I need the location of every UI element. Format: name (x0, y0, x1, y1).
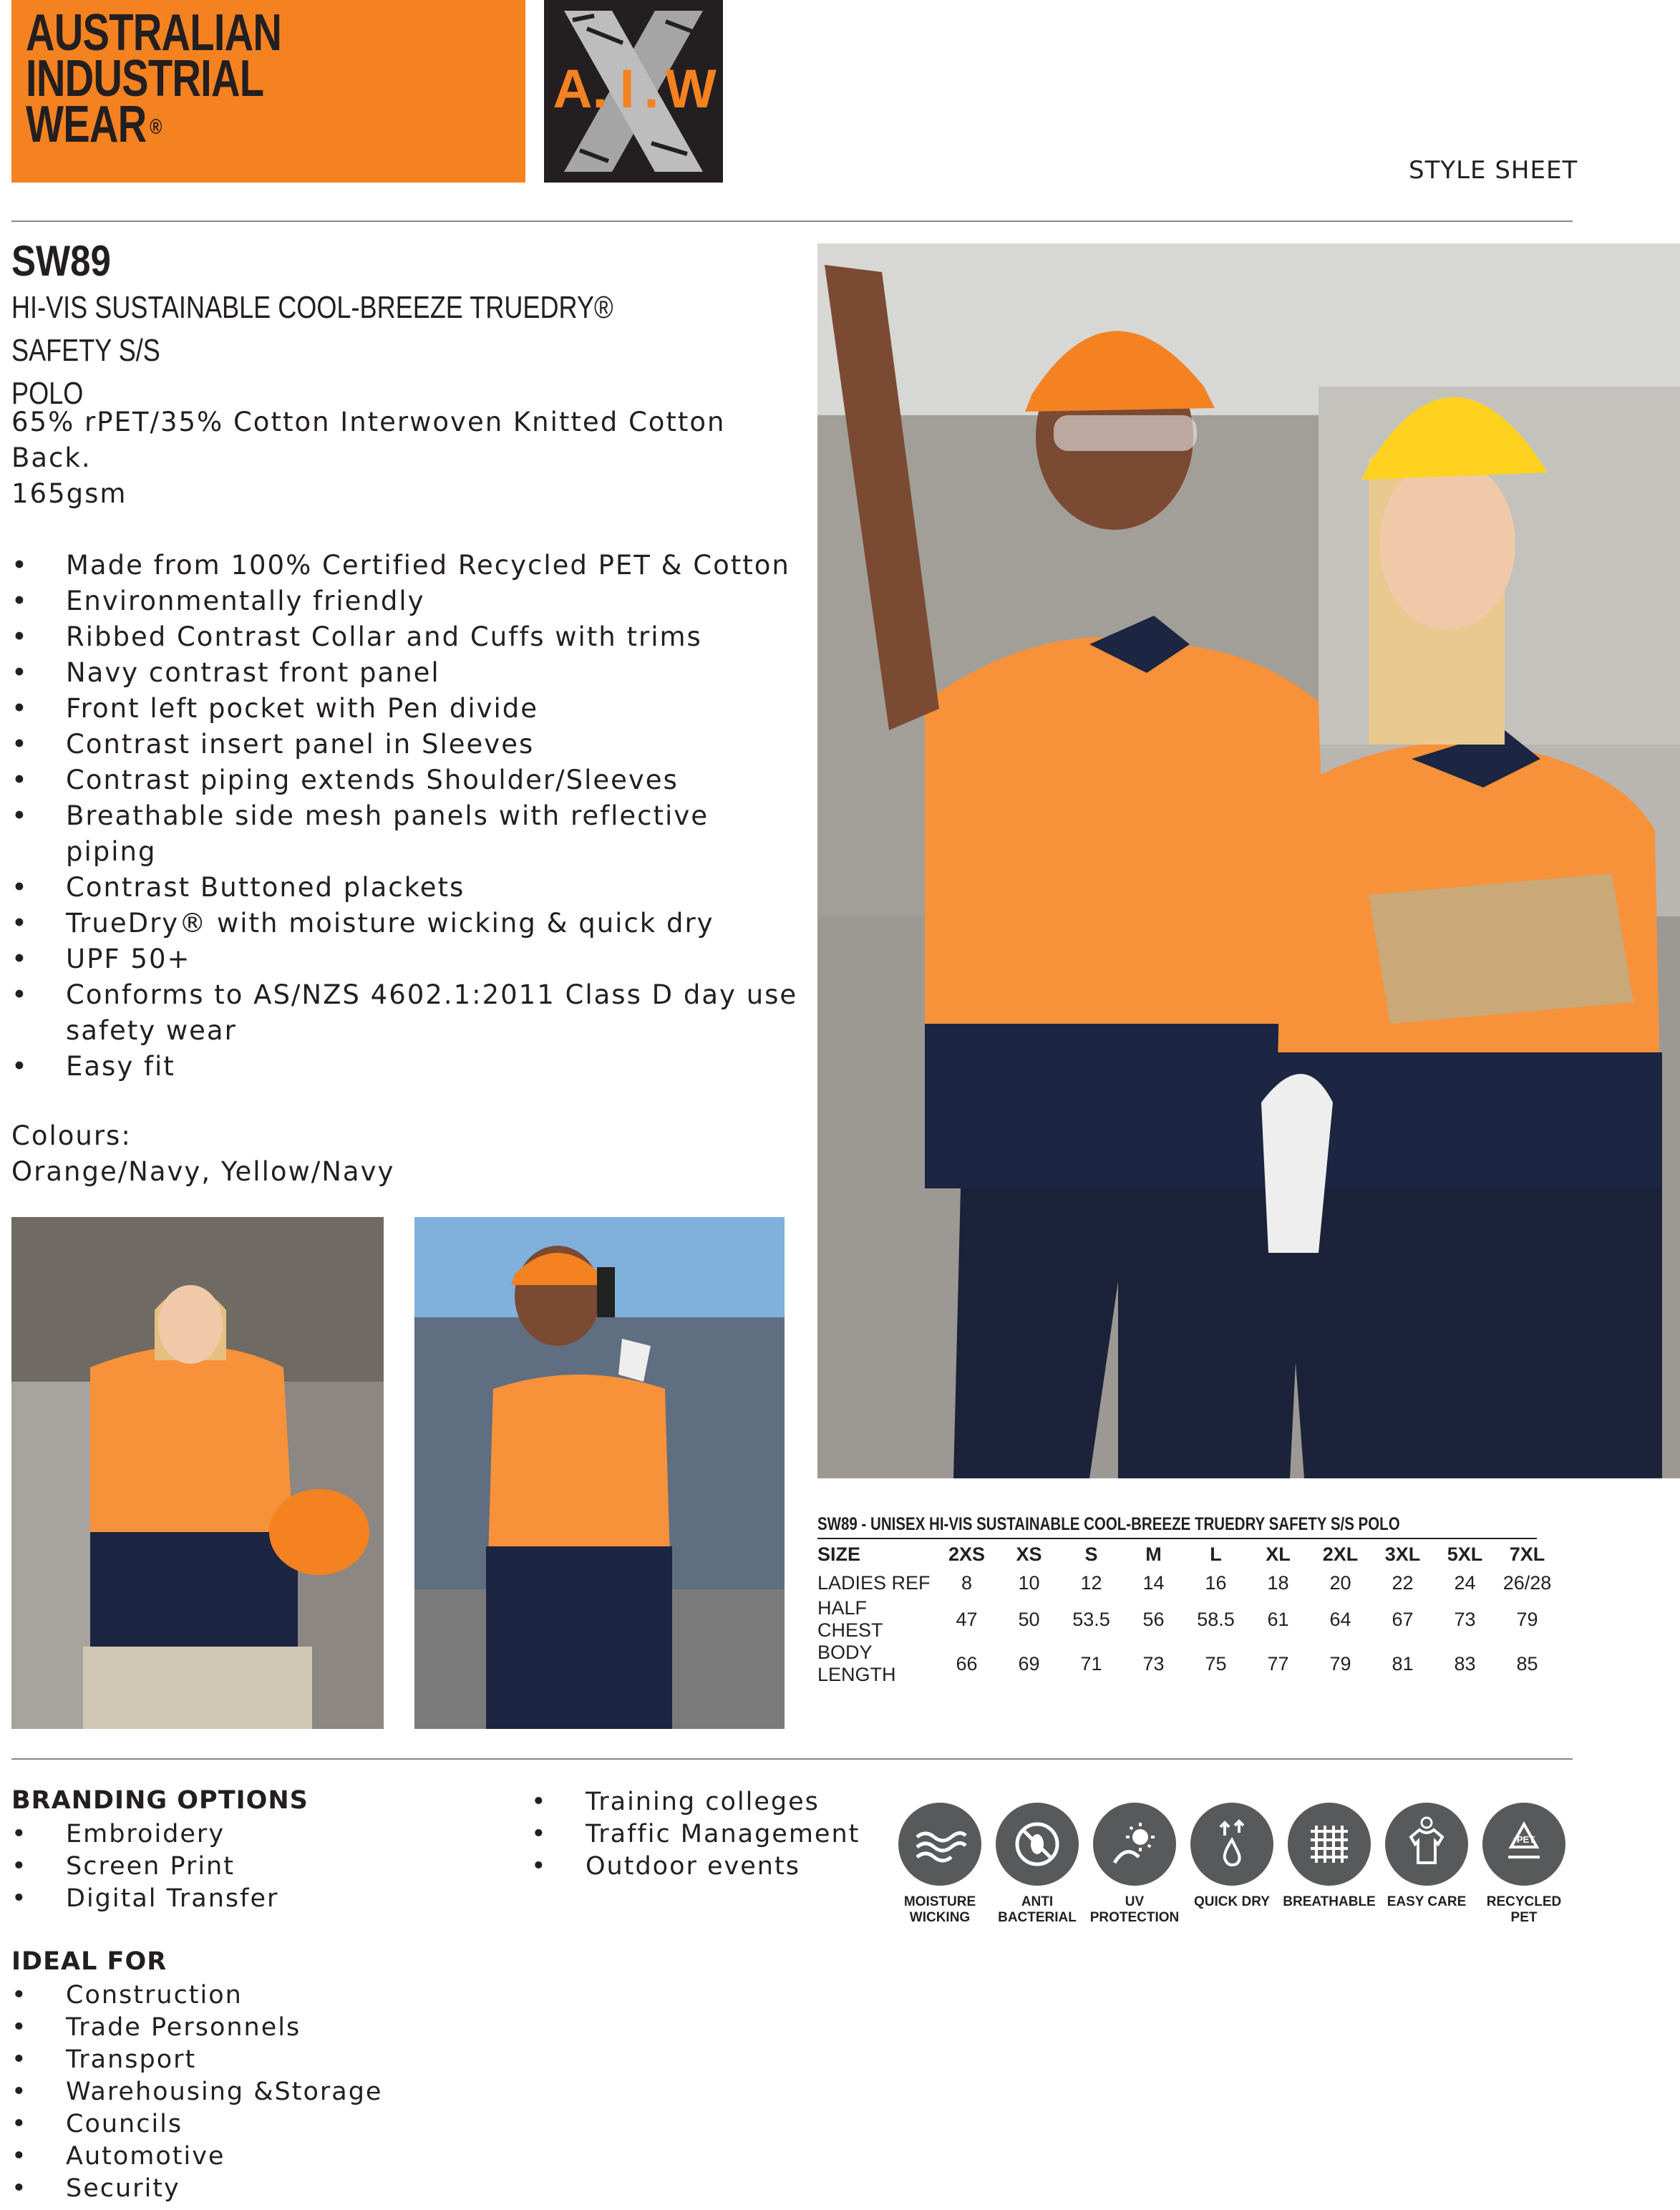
table-cell: 50 (1018, 1608, 1040, 1630)
table-cell: 66 (956, 1652, 978, 1675)
row-label: HALF CHEST (817, 1597, 883, 1641)
registered-mark: ® (150, 115, 162, 139)
table-cell: 7XL (1509, 1543, 1545, 1565)
list-item: • Warehousing &Storage (11, 2076, 477, 2108)
list-item: • Easy fit (11, 1049, 806, 1085)
feature-icon-item (1474, 1803, 1574, 1926)
table-cell: M (1145, 1543, 1162, 1565)
size-table-rule (817, 1538, 1537, 1539)
moisture-wicking-icon (898, 1803, 981, 1886)
table-cell: 5XL (1447, 1543, 1483, 1565)
rpet-badge-text: rPET (1513, 1834, 1535, 1845)
table-cell: 69 (1018, 1652, 1040, 1675)
table-cell: 2XS (948, 1543, 986, 1565)
table-cell: 71 (1080, 1652, 1102, 1675)
style-sheet-label: STYLE SHEET (1409, 156, 1578, 185)
row-label: LADIES REF (817, 1571, 931, 1594)
table-cell: 75 (1205, 1652, 1227, 1675)
list-item: • Ribbed Contrast Collar and Cuffs with trims (11, 619, 806, 655)
list-item: • Construction (11, 1979, 477, 2012)
table-cell: 83 (1454, 1652, 1476, 1675)
table-row (817, 1540, 1558, 1569)
table-cell: XS (1016, 1543, 1042, 1565)
quick-dry-icon (1190, 1803, 1273, 1886)
section-divider (11, 1758, 1573, 1760)
list-item: • TrueDry® with moisture wicking & quick dry (11, 906, 806, 941)
table-row (817, 1642, 1558, 1686)
table-cell: 61 (1267, 1608, 1289, 1630)
aiw-logo (544, 0, 723, 183)
feature-icons (890, 1803, 1577, 1932)
feature-list (11, 548, 806, 1085)
row-label: SIZE (817, 1543, 861, 1565)
list-item: • Automotive (11, 2141, 477, 2173)
table-cell: 64 (1329, 1608, 1351, 1630)
product-code: SW89 (11, 237, 111, 285)
product-title (11, 286, 657, 415)
size-table (817, 1540, 1558, 1686)
size-table-title: SW89 - UNISEX HI-VIS SUSTAINABLE COOL-BREEZE TRUEDRY SAFETY S/S POLO (817, 1514, 1400, 1534)
icon-label: UV PROTECTION (1089, 1894, 1180, 1925)
fabric-description (11, 404, 785, 512)
table-cell: 24 (1454, 1571, 1476, 1594)
table-cell: 73 (1454, 1608, 1476, 1630)
list-item: • Councils (11, 2108, 477, 2141)
table-cell: 67 (1392, 1608, 1414, 1630)
list-item: • Environmentally friendly (11, 583, 806, 619)
table-cell: 20 (1329, 1571, 1351, 1594)
feature-icon-item (987, 1803, 1087, 1926)
table-cell: 47 (956, 1608, 978, 1630)
table-cell: 79 (1516, 1608, 1538, 1630)
table-cell: L (1210, 1543, 1222, 1565)
list-item: • Embroidery (11, 1818, 477, 1851)
brand-wordmark (26, 4, 282, 153)
table-cell: 26/28 (1502, 1571, 1552, 1594)
list-item: • Trade Personnels (11, 2012, 477, 2044)
fabric-line-2: Back. (11, 442, 92, 473)
icon-label: ANTI BACTERIAL (998, 1894, 1077, 1925)
table-cell: 79 (1329, 1652, 1351, 1675)
feature-icon-item (1084, 1803, 1185, 1926)
colours-value: Orange/Navy, Yellow/Navy (11, 1156, 395, 1187)
table-cell: 3XL (1384, 1543, 1421, 1565)
list-item: • Security (11, 2173, 477, 2205)
uv-protection-icon (1093, 1803, 1176, 1886)
logo-dot-1: . (592, 59, 608, 120)
icon-label: QUICK DRY (1194, 1894, 1270, 1909)
list-item: • Outdoor events (531, 1851, 889, 1883)
colours-heading: Colours: (11, 1120, 132, 1151)
list-item: • Contrast Buttoned plackets (11, 870, 806, 906)
table-cell: 58.5 (1197, 1608, 1235, 1630)
logo-letter-i: I (619, 59, 635, 120)
list-item: • Training colleges (531, 1786, 889, 1818)
list-item: • Front left pocket with Pen divide (11, 691, 806, 727)
ideal-for-list (11, 1979, 477, 2205)
brand-line-1: AUSTRALIAN (26, 4, 282, 62)
list-item: • Navy contrast front panel (11, 655, 806, 691)
table-cell: XL (1266, 1543, 1291, 1565)
brand-line-2: INDUSTRIAL (26, 50, 264, 107)
logo-letter-a: A (553, 59, 593, 120)
womens-product-photo (11, 1217, 384, 1729)
fabric-weight: 165gsm (11, 478, 127, 509)
list-item: • Breathable side mesh panels with reflective piping (11, 798, 806, 870)
feature-icon-item (1279, 1803, 1379, 1910)
header-divider (11, 220, 1573, 222)
row-label: BODY LENGTH (817, 1642, 896, 1685)
table-cell: 14 (1142, 1571, 1165, 1594)
fabric-line-1: 65% rPET/35% Cotton Interwoven Knitted Cotton (11, 407, 726, 437)
icon-label: EASY CARE (1387, 1894, 1467, 1909)
table-cell: 8 (961, 1571, 973, 1594)
list-item: • Screen Print (11, 1851, 477, 1883)
ideal-for-heading: IDEAL FOR (11, 1947, 167, 1976)
table-cell: 81 (1392, 1652, 1414, 1675)
table-cell: 73 (1142, 1652, 1165, 1675)
feature-icon-item (1182, 1803, 1282, 1910)
anti-bacterial-icon (996, 1803, 1079, 1886)
table-cell: S (1084, 1543, 1098, 1565)
table-cell: 53.5 (1072, 1608, 1110, 1630)
mens-product-photo (414, 1217, 785, 1729)
list-item: • Contrast insert panel in Sleeves (11, 727, 806, 762)
brand-line-3: WEAR (26, 96, 147, 153)
list-item: • Transport (11, 2044, 477, 2076)
table-cell: 12 (1080, 1571, 1102, 1594)
aiw-x-logo-icon (544, 0, 723, 183)
table-cell: 10 (1018, 1571, 1040, 1594)
easy-care-icon (1385, 1803, 1468, 1886)
main-product-photo (817, 243, 1680, 1478)
product-title-line-2: POLO (11, 376, 84, 411)
list-item: • Made from 100% Certified Recycled PET & Cotton (11, 548, 806, 583)
ideal-for-list-continued (531, 1786, 889, 1883)
feature-icon-item (1376, 1803, 1477, 1910)
table-cell: 56 (1142, 1608, 1165, 1630)
list-item: • Conforms to AS/NZS 4602.1:2011 Class D day use safety wear (11, 977, 806, 1049)
recycled-pet-icon (1482, 1803, 1565, 1886)
list-item: • UPF 50+ (11, 941, 806, 977)
logo-letter-w: W (665, 59, 717, 120)
list-item: • Digital Transfer (11, 1883, 477, 1915)
table-cell: 18 (1267, 1571, 1289, 1594)
list-item: • Contrast piping extends Shoulder/Sleeves (11, 762, 806, 798)
branding-heading: BRANDING OPTIONS (11, 1786, 309, 1815)
table-cell: 22 (1392, 1571, 1414, 1594)
list-item: • Traffic Management (531, 1818, 889, 1851)
logo-dot-2: . (644, 59, 659, 120)
breathable-icon (1288, 1803, 1371, 1886)
icon-label: MOISTURE WICKING (903, 1894, 976, 1925)
feature-icon-item (890, 1803, 990, 1926)
table-cell: 77 (1267, 1652, 1289, 1675)
branding-list (11, 1818, 477, 1915)
table-row (817, 1597, 1558, 1642)
table-cell: 85 (1516, 1652, 1538, 1675)
icon-label: BREATHABLE (1283, 1894, 1376, 1909)
product-title-line-1: HI-VIS SUSTAINABLE COOL-BREEZE TRUEDRY® SAFETY S/S (11, 290, 613, 368)
table-row (817, 1569, 1558, 1597)
table-cell: 16 (1205, 1571, 1227, 1594)
table-cell: 2XL (1322, 1543, 1359, 1565)
icon-label: RECYCLED PET (1486, 1894, 1562, 1925)
